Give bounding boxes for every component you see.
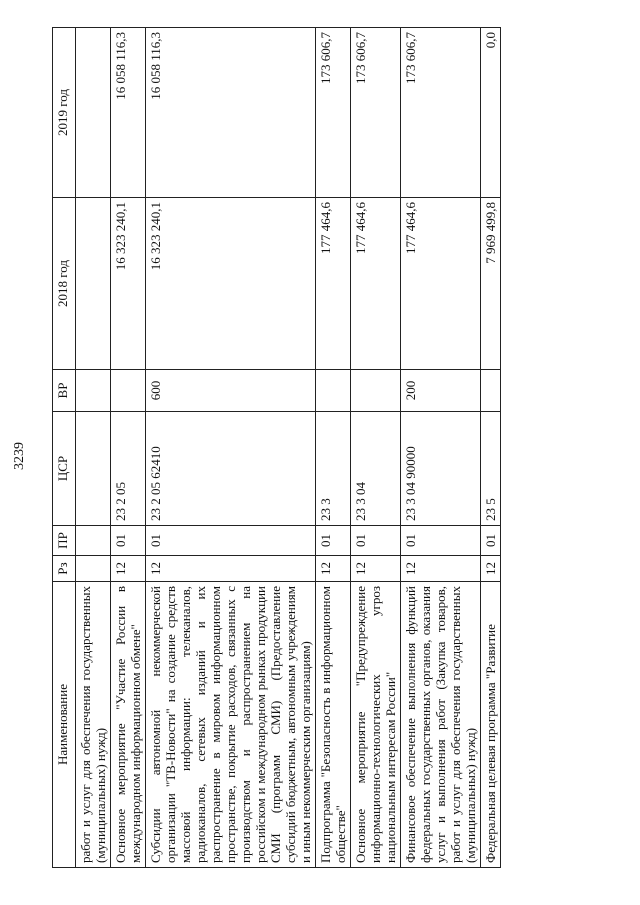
row-name: Подпрограмма "Безопасность в информационном обществе" (316, 582, 351, 868)
header-2019: 2019 год (53, 28, 76, 198)
row-rz: 12 (401, 556, 481, 582)
row-2018: 16 323 240,1 (146, 198, 316, 370)
row-rz: 12 (316, 556, 351, 582)
row-2018 (76, 198, 111, 370)
row-vr (111, 370, 146, 412)
row-rz: 12 (146, 556, 316, 582)
header-name: Наименование (53, 582, 76, 868)
row-2018: 177 464,6 (401, 198, 481, 370)
row-name: Федеральная целевая программа "Развитие (481, 582, 501, 868)
row-name: работ и услуг для обеспечения государственных (муниципальных) нужд) (76, 582, 111, 868)
row-pr: 01 (146, 526, 316, 556)
row-csr: 23 2 05 62410 (146, 412, 316, 526)
row-vr (316, 370, 351, 412)
row-csr: 23 3 (316, 412, 351, 526)
row-2019: 16 058 116,3 (111, 28, 146, 198)
row-rz: 12 (481, 556, 501, 582)
header-rz: Рз (53, 556, 76, 582)
row-vr (76, 370, 111, 412)
row-vr: 200 (401, 370, 481, 412)
row-name: Основное мероприятие "Участие России в международном информационном обмене" (111, 582, 146, 868)
row-2018: 7 969 499,8 (481, 198, 501, 370)
row-pr: 01 (351, 526, 401, 556)
row-rz (76, 556, 111, 582)
header-row (53, 28, 76, 868)
row-pr: 01 (111, 526, 146, 556)
header-2018: 2018 год (53, 198, 76, 370)
table-row (76, 28, 111, 868)
row-2019: 0,0 (481, 28, 501, 198)
row-2019 (76, 28, 111, 198)
table-row (351, 28, 401, 868)
row-pr (76, 526, 111, 556)
row-2019: 173 606,7 (401, 28, 481, 198)
row-2019: 16 058 116,3 (146, 28, 316, 198)
table-header (53, 28, 76, 868)
budget-table (52, 27, 501, 868)
row-csr: 23 2 05 (111, 412, 146, 526)
row-name: Финансовое обеспечение выполнения функций федеральных государственных органов, оказания услуг и выполнения работ (Закупка товаров, работ и услуг для обеспечения государственных (муниципальных) нужд) (401, 582, 481, 868)
row-vr (351, 370, 401, 412)
page-number: 3239 (12, 442, 27, 470)
row-vr: 600 (146, 370, 316, 412)
header-vr: ВР (53, 370, 76, 412)
table-row (146, 28, 316, 868)
row-2019: 173 606,7 (316, 28, 351, 198)
row-2019: 173 606,7 (351, 28, 401, 198)
row-csr: 23 3 04 (351, 412, 401, 526)
row-2018: 177 464,6 (316, 198, 351, 370)
row-2018: 177 464,6 (351, 198, 401, 370)
table-row (316, 28, 351, 868)
row-pr: 01 (481, 526, 501, 556)
row-pr: 01 (316, 526, 351, 556)
table-row (401, 28, 481, 868)
row-rz: 12 (111, 556, 146, 582)
row-name: Основное мероприятие "Предупреждение информационно-технологических угроз национальным интересам России" (351, 582, 401, 868)
row-vr (481, 370, 501, 412)
table-row (481, 28, 501, 868)
header-csr: ЦСР (53, 412, 76, 526)
row-csr: 23 5 (481, 412, 501, 526)
table-row (111, 28, 146, 868)
row-rz: 12 (351, 556, 401, 582)
row-pr: 01 (401, 526, 481, 556)
row-name: Субсидии автономной некоммерческой организации "ТВ-Новости" на создание средств массовой информации: телеканалов, радиоканалов, сетевых изданий и их распространение в мировом информационном пространстве, покрытие расходов, связанных с производством и распространением на российском и международном рынках продукции СМИ (программ СМИ) (Предоставление субсидий бюджетным, автономным учреждениям и иным некоммерческим организациям) (146, 582, 316, 868)
row-csr (76, 412, 111, 526)
row-csr: 23 3 04 90000 (401, 412, 481, 526)
rotated-table-container (52, 28, 592, 868)
row-2018: 16 323 240,1 (111, 198, 146, 370)
header-pr: ПР (53, 526, 76, 556)
